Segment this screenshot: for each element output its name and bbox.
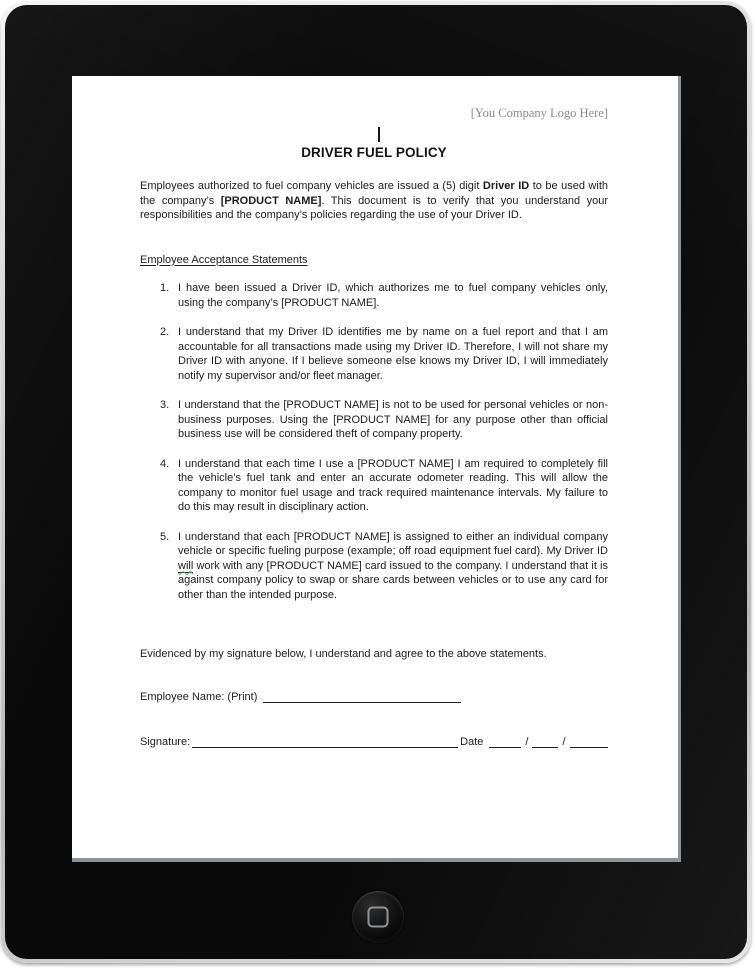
home-button-square-icon (368, 907, 389, 928)
statement-item-3 (140, 398, 608, 442)
employee-name-blank-line (263, 690, 461, 703)
signature-label: Signature: (140, 736, 191, 748)
employee-name-label: Employee Name: (Print) (140, 690, 258, 703)
statement-text: I understand that my Driver ID identifies me by name on a fuel report and that I am accountable for all transactions made using my Driver ID. Therefore, I will not share my Driver ID with anyone. If I believe someone else knows my Driver ID, I will immediately notify my supervisor and/or fleet manager. (178, 326, 608, 382)
acceptance-statements-list (140, 281, 608, 602)
date-day-blank-line (532, 735, 558, 748)
statement-item-5 (140, 530, 608, 603)
company-logo-placeholder: [You Company Logo Here] (470, 106, 608, 120)
statement-number: 1. (160, 282, 170, 294)
document-title: DRIVER FUEL POLICY (301, 145, 447, 160)
statement-number: 4. (160, 457, 170, 470)
date-slash: / (525, 736, 529, 748)
home-button[interactable] (352, 891, 404, 943)
statement-text: I understand that each time I use a [PRODUCT NAME] I am required to completely fill the vehicle’s fuel tank and enter an accurate odometer reading. This will allow the company to monitor fuel usage and track required maintenance intervals. My failure to do this may result in disciplinary action. (178, 457, 608, 513)
statement-item-1 (140, 281, 608, 310)
date-label: Date (460, 736, 484, 748)
signature-row (140, 735, 608, 750)
employee-name-row (140, 690, 608, 705)
statement-item-4 (140, 457, 608, 515)
cursor-row (140, 127, 608, 143)
signature-blank-line (192, 735, 458, 748)
statement-item-2 (140, 325, 608, 383)
text-cursor-icon (378, 127, 380, 142)
statement-text: I understand that each [PRODUCT NAME] is assigned to either an individual company vehicle or specific fueling purpose (example; off road equipment fuel card). My Driver ID will work with any [PRODUCT NAME] card issued to the company. I understand that it is against company policy to swap or share cards between vehicles or to use any card for other than the intended purpose. (178, 530, 608, 601)
date-slash: / (562, 736, 566, 748)
statement-text: I have been issued a Driver ID, which authorizes me to fuel company vehicles only, using the company’s [PRODUCT NAME]. (178, 282, 608, 309)
statement-text: I understand that the [PRODUCT NAME] is not to be used for personal vehicles or non-business purposes. Using the [PRODUCT NAME] for any purpose other than official business use will be considered theft of company property. (178, 399, 608, 440)
date-month-blank-line (489, 735, 521, 748)
date-year-blank-line (570, 735, 608, 748)
statement-number: 3. (160, 399, 170, 411)
statement-number: 5. (160, 530, 170, 543)
section-heading: Employee Acceptance Statements (140, 253, 308, 266)
statement-number: 2. (160, 326, 170, 338)
intro-paragraph: Employees authorized to fuel company vehicles are issued a (5) digit Driver ID to be used with the company’s [PRODUCT NAME]. This document is to verify that you understand your responsibilities and the company’s policies regarding the use of your Driver ID. (140, 180, 608, 221)
closing-statement: Evidenced by my signature below, I understand and agree to the above statements. (140, 648, 547, 660)
document-page (72, 76, 681, 862)
